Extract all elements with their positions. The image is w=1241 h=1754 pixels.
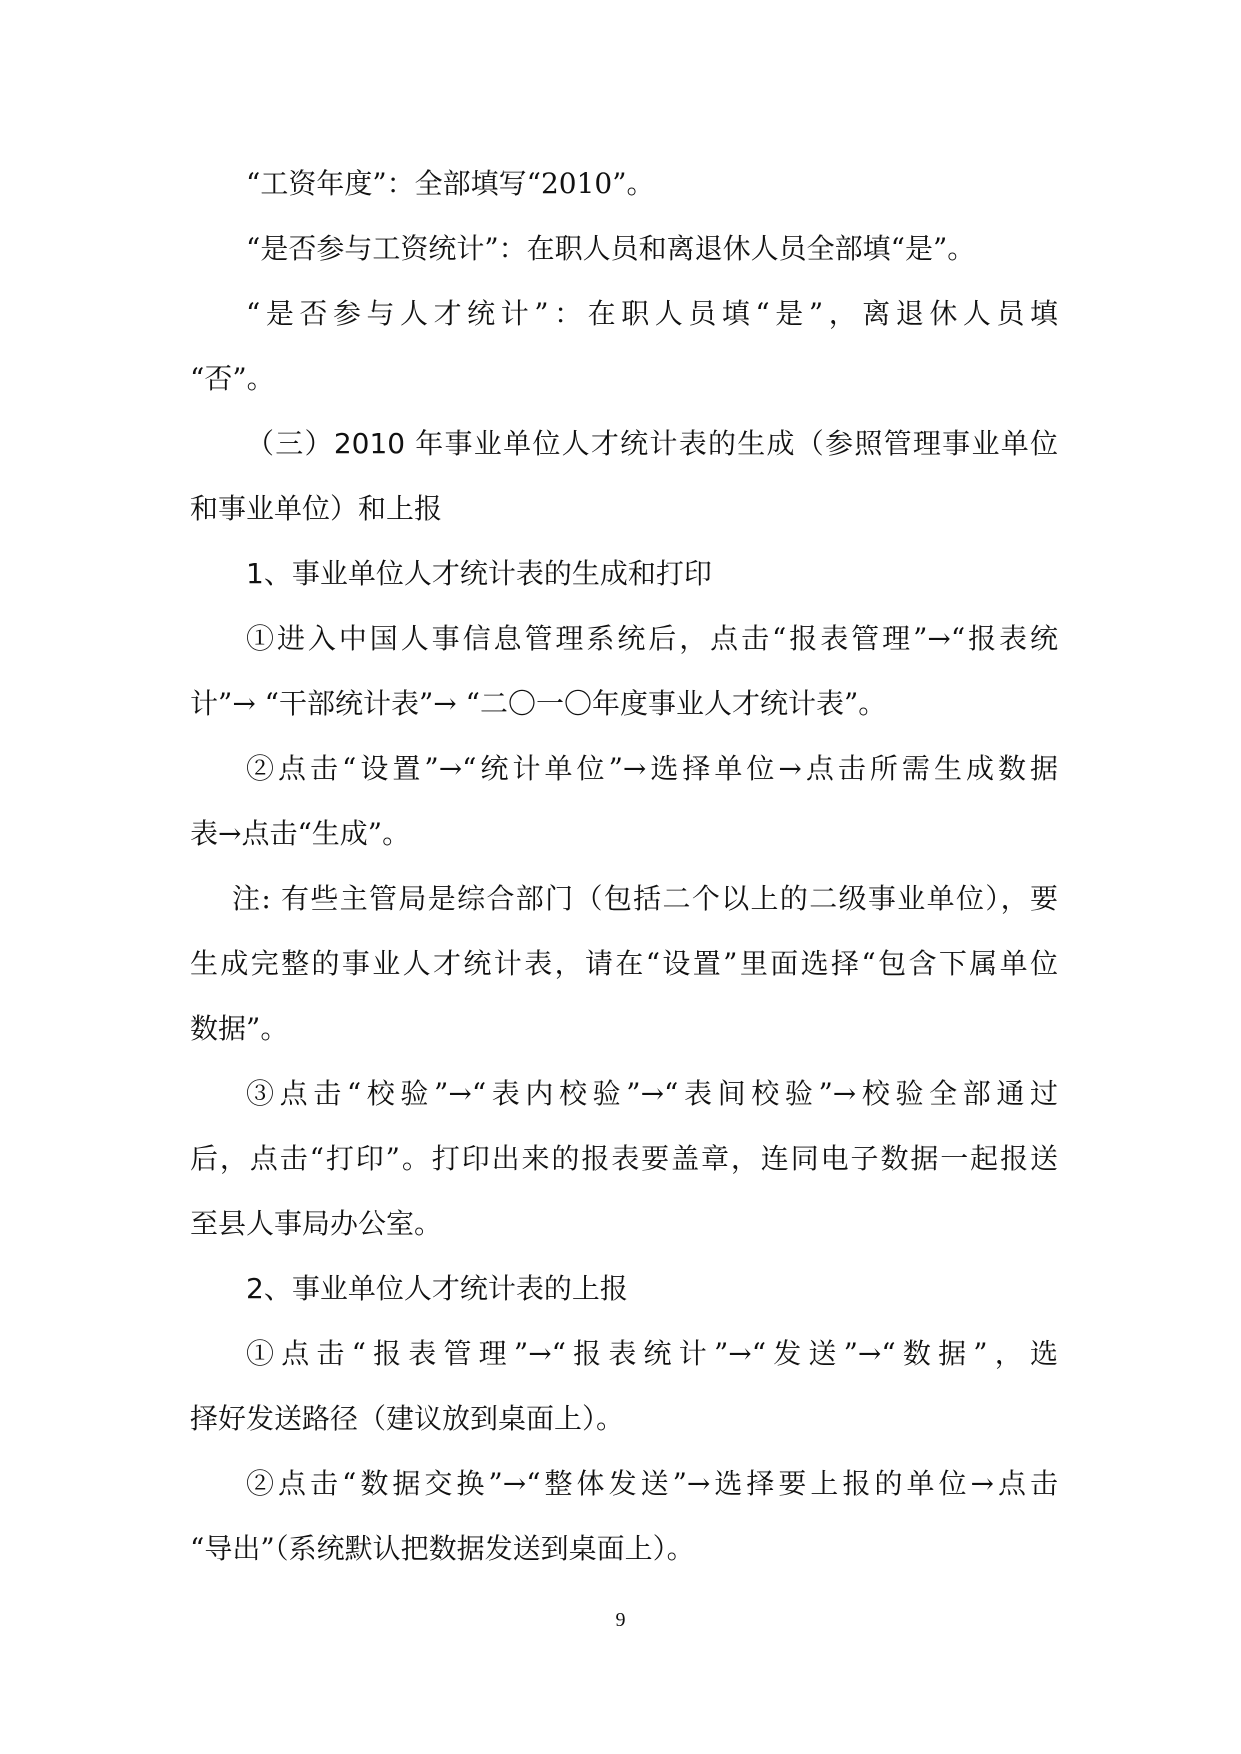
section-heading-3-cont: 和事业单位）和上报: [190, 492, 443, 525]
note-line-2: 生成完整的事业人才统计表，请在“设置”里面选择“包含下属单位: [190, 947, 1058, 980]
step-1-2: ②点击“设置”→“统计单位”→选择单位→点击所需生成数据: [246, 752, 1058, 785]
step-1-3: ③点击“校验”→“表内校验”→“表间校验”→校验全部通过: [246, 1077, 1058, 1110]
step-1-1-cont: 计”→ “干部统计表”→ “二〇一〇年度事业人才统计表”。: [190, 687, 887, 720]
step-2-2-cont: “导出”（系统默认把数据发送到桌面上）。: [190, 1532, 695, 1565]
step-1-3-end: 至县人事局办公室。: [190, 1207, 443, 1240]
line-wage-stats: “是否参与工资统计”：在职人员和离退休人员全部填“是”。: [246, 232, 976, 265]
note-line-3: 数据”。: [190, 1012, 289, 1045]
step-1-1: ①进入中国人事信息管理系统后，点击“报表管理”→“报表统: [246, 622, 1058, 655]
subheading-2: 2、事业单位人才统计表的上报: [246, 1272, 628, 1305]
section-heading-3: （三）2010 年事业单位人才统计表的生成（参照管理事业单位: [246, 427, 1058, 460]
subheading-1: 1、事业单位人才统计表的生成和打印: [246, 557, 712, 590]
line-talent-stats: “是否参与人才统计”：在职人员填“是”，离退休人员填: [246, 297, 1058, 330]
step-1-3-cont: 后，点击“打印”。打印出来的报表要盖章，连同电子数据一起报送: [190, 1142, 1058, 1175]
step-2-2: ②点击“数据交换”→“整体发送”→选择要上报的单位→点击: [246, 1467, 1058, 1500]
step-1-2-cont: 表→点击“生成”。: [190, 817, 411, 850]
page-number: 9: [615, 1609, 626, 1631]
line-talent-stats-cont: “否”。: [190, 362, 275, 395]
step-2-1: ①点击“报表管理”→“报表统计”→“发送”→“数据”，选: [246, 1337, 1058, 1370]
line-wage-year: “工资年度”：全部填写“2010”。: [246, 167, 655, 200]
step-2-1-cont: 择好发送路径（建议放到桌面上）。: [190, 1402, 625, 1435]
note-line-1: 注: 有些主管局是综合部门（包括二个以上的二级事业单位），要: [232, 882, 1058, 915]
